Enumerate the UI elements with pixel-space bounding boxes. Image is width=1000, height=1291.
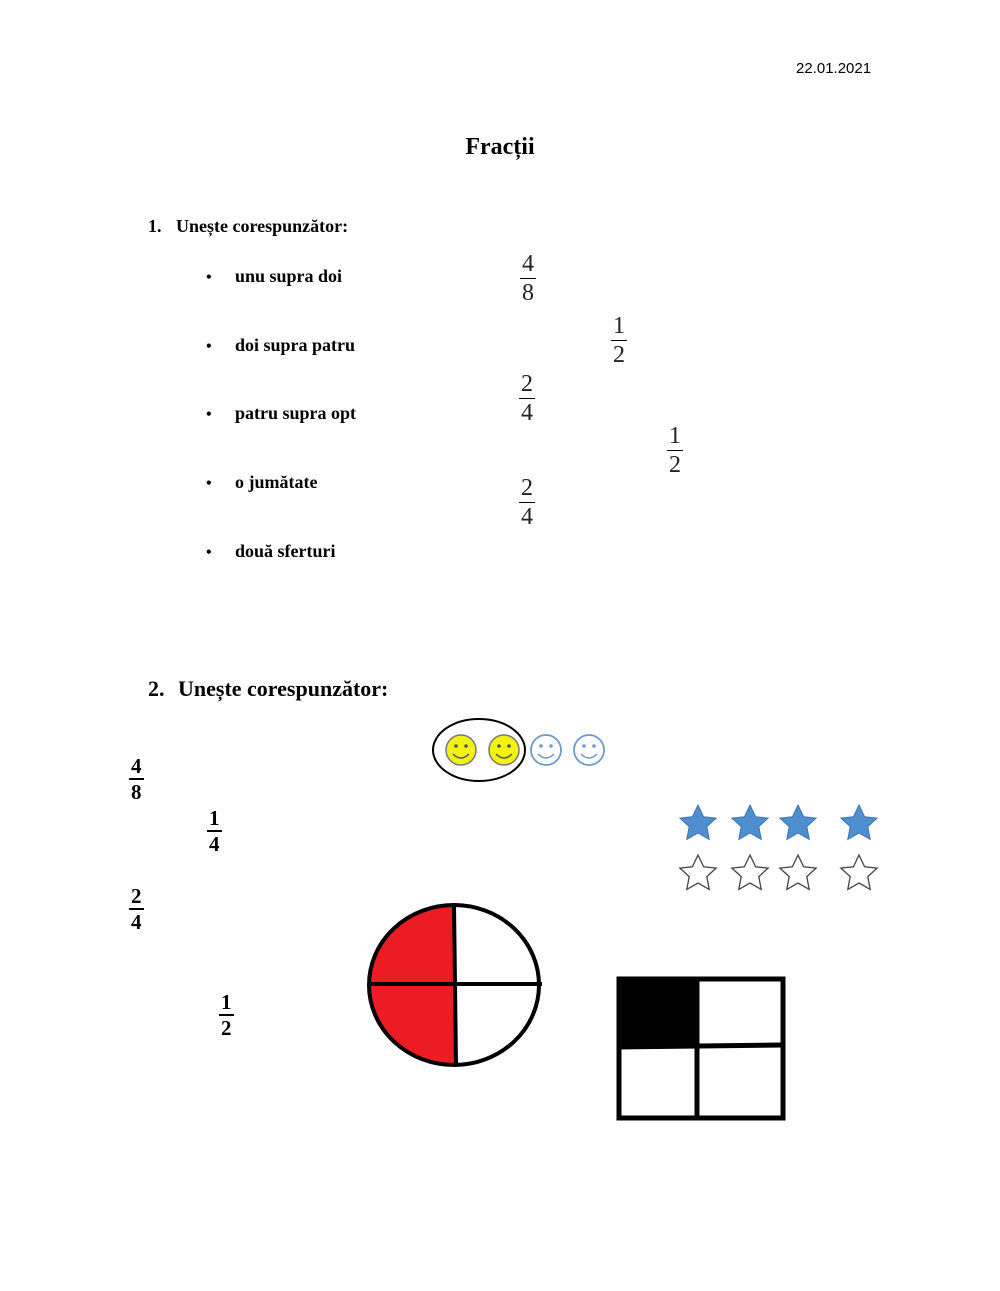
smiley-icon (531, 735, 561, 765)
fraction-tile[interactable] (519, 476, 535, 529)
list-item (206, 335, 355, 356)
bullet-icon: • (206, 269, 212, 286)
divider-line (619, 1045, 783, 1047)
fraction-numerator: 4 (131, 754, 142, 778)
fraction-tile[interactable] (129, 756, 144, 803)
smiley-icon (574, 735, 604, 765)
fraction-numerator: 2 (131, 884, 142, 908)
fraction-tile[interactable] (219, 992, 234, 1039)
list-item-label: o jumătate (235, 472, 318, 492)
star-filled-icon (680, 805, 716, 839)
fraction-denominator: 4 (131, 910, 142, 934)
bullet-icon: • (206, 338, 212, 355)
fraction-numerator: 1 (613, 313, 625, 339)
exercise-2-number: 2. (148, 676, 165, 701)
fraction-tile[interactable] (207, 808, 222, 855)
star-outline-icon (780, 855, 816, 889)
fraction-denominator: 2 (669, 452, 681, 478)
list-item (206, 403, 356, 424)
fraction-denominator: 4 (521, 504, 533, 530)
shaded-cell (619, 979, 697, 1048)
exercise-2-instruction: Unește corespunzător: (178, 676, 389, 701)
page-title: Fracții (465, 134, 535, 160)
bullet-icon: • (206, 544, 212, 561)
star-outline-icon (680, 855, 716, 889)
fraction-numerator: 1 (669, 423, 681, 449)
exercise-1-number: 1. (148, 216, 162, 236)
list-item (206, 541, 336, 562)
date: 22.01.2021 (796, 60, 872, 77)
fraction-tile[interactable] (519, 372, 535, 425)
fraction-numerator: 4 (522, 251, 534, 277)
list-item (206, 472, 317, 493)
exercise-1-instruction: Unește corespunzător: (176, 216, 349, 236)
fraction-tile[interactable] (667, 424, 683, 477)
fraction-tile[interactable] (129, 886, 144, 933)
fraction-tile[interactable] (520, 252, 536, 305)
list-item-label: doi supra patru (235, 335, 356, 355)
list-item-label: patru supra opt (235, 403, 357, 423)
fraction-numerator: 2 (521, 371, 533, 397)
bullet-icon: • (206, 475, 212, 492)
fraction-numerator: 1 (221, 990, 232, 1014)
fraction-denominator: 8 (522, 280, 534, 306)
exercise-2-heading (148, 676, 388, 702)
exercise-1-heading (148, 216, 348, 237)
fraction-numerator: 1 (209, 806, 220, 830)
star-filled-icon (732, 805, 768, 839)
list-item-label: unu supra doi (235, 266, 343, 286)
list-item (206, 266, 342, 287)
star-filled-icon (841, 805, 877, 839)
fraction-denominator: 4 (521, 400, 533, 426)
fraction-denominator: 2 (221, 1016, 232, 1040)
fraction-denominator: 8 (131, 780, 142, 804)
fraction-denominator: 4 (209, 832, 220, 856)
star-filled-icon (780, 805, 816, 839)
star-outline-icon (841, 855, 877, 889)
stars-picture[interactable] (676, 800, 886, 900)
circle-picture[interactable] (366, 902, 546, 1072)
fraction-numerator: 2 (521, 475, 533, 501)
list-item-label: două sferturi (235, 541, 336, 561)
fraction-tile[interactable] (611, 314, 627, 367)
bullet-icon: • (206, 406, 212, 423)
smiley-icon (489, 735, 519, 765)
star-outline-icon (732, 855, 768, 889)
smileys-picture[interactable] (430, 716, 610, 786)
square-picture[interactable] (616, 976, 788, 1124)
fraction-denominator: 2 (613, 342, 625, 368)
smiley-icon (446, 735, 476, 765)
